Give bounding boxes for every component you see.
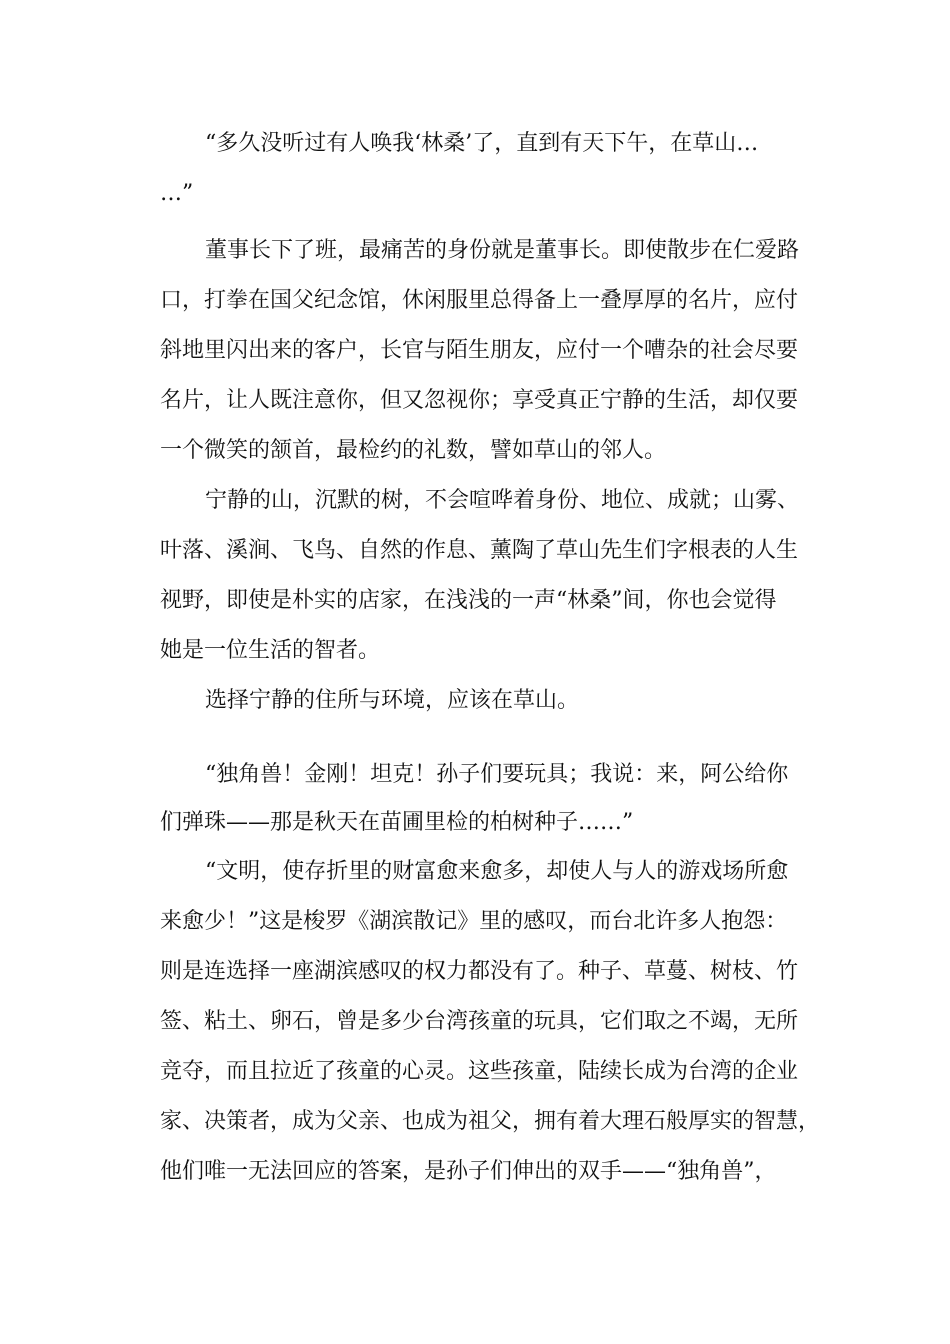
text-line: “独角兽！金刚！坦克！孙子们要玩具；我说：来，阿公给你 <box>205 762 789 787</box>
text-line: 名片，让人既注意你，但又忽视你；享受真正宁静的生活，却仅要 <box>160 388 799 413</box>
text-line: 宁静的山，沉默的树，不会喧哗着身份、地位、成就；山雾、 <box>205 488 800 513</box>
text-line: 斜地里闪出来的客户，长官与陌生朋友，应付一个嘈杂的社会尽要 <box>160 338 799 363</box>
text-line: 视野，即使是朴实的店家，在浅浅的一声“林桑”间，你也会觉得 <box>160 588 777 613</box>
text-line: 选择宁静的住所与环境，应该在草山。 <box>205 688 580 713</box>
text-line: 家、决策者，成为父亲、也成为祖父，拥有着大理石般厚实的智慧， <box>160 1109 821 1134</box>
text-line: 竞夺，而且拉近了孩童的心灵。这些孩童，陆续长成为台湾的企业 <box>160 1059 799 1084</box>
text-line: …” <box>160 181 194 206</box>
text-line: 口，打拳在国父纪念馆，休闲服里总得备上一叠厚厚的名片，应付 <box>160 288 799 313</box>
text-line: “文明，使存折里的财富愈来愈多，却使人与人的游戏场所愈 <box>205 859 789 884</box>
text-line: 签、粘土、卵石，曾是多少台湾孩童的玩具，它们取之不竭，无所 <box>160 1009 799 1034</box>
text-line: 一个微笑的颔首，最检约的礼数，譬如草山的邻人。 <box>160 438 667 463</box>
text-line: “多久没听过有人唤我‘林桑’了，直到有天下午，在草山… <box>205 131 759 156</box>
text-line: 她是一位生活的智者。 <box>160 638 381 663</box>
text-line: 叶落、溪涧、飞鸟、自然的作息、薰陶了草山先生们字根表的人生 <box>160 538 799 563</box>
text-line: 来愈少！”这是梭罗《湖滨散记》里的感叹，而台北许多人抱怨： <box>160 909 788 934</box>
text-line: 他们唯一无法回应的答案，是孙子们伸出的双手——“独角兽”， <box>160 1159 777 1184</box>
text-line: 董事长下了班，最痛苦的身份就是董事长。即使散步在仁爱路 <box>205 238 800 263</box>
text-line: 们弹珠——那是秋天在苗圃里检的柏树种子……” <box>160 810 634 835</box>
text-line: 则是连选择一座湖滨感叹的权力都没有了。种子、草蔓、树枝、竹 <box>160 959 799 984</box>
